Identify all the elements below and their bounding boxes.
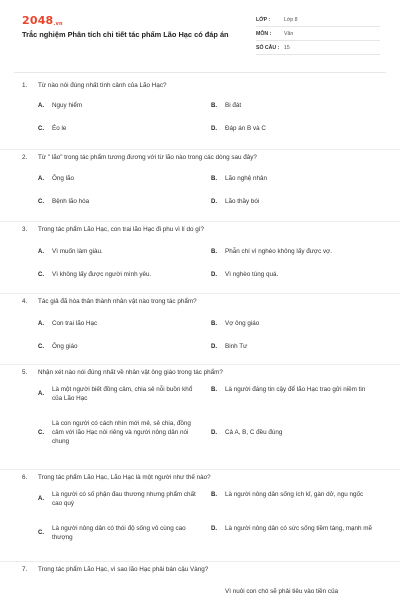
option-letter: C. (38, 530, 44, 536)
option-text: Vì nuôi con chó sẽ phải tiêu vào tiền của (225, 588, 339, 595)
option-text: Vì không lấy được người mình yêu. (52, 271, 152, 278)
option-letter: D. (211, 271, 217, 278)
option-letter: B. (211, 175, 217, 182)
meta-label: MÔN : (256, 30, 272, 37)
question-body: Trong tác phẩm Lão Hạc, Lão Hạc là một người như thế nào? (38, 474, 211, 481)
question-item (0, 294, 400, 365)
quiz-meta (256, 13, 380, 55)
page-header (0, 0, 400, 72)
option-text: Là người đáng tin cậy để lão Hạc trao gửi niềm tin (225, 386, 366, 393)
option-c[interactable] (38, 419, 203, 446)
question-number: 7. (22, 566, 28, 573)
option-d[interactable] (211, 342, 247, 351)
option-b[interactable] (211, 101, 241, 110)
question-text (22, 566, 208, 574)
option-letter: A. (38, 102, 44, 109)
question-text (22, 369, 223, 377)
option-c[interactable] (38, 342, 78, 351)
option-a[interactable] (38, 101, 82, 110)
option-letter: C. (38, 198, 44, 205)
question-item (0, 470, 400, 562)
option-c[interactable] (38, 270, 151, 279)
question-text (22, 82, 167, 90)
meta-row-subject (256, 27, 380, 41)
question-text (22, 154, 257, 162)
option-letter: A. (38, 496, 44, 502)
option-b[interactable] (211, 174, 267, 183)
option-text: Là người nông dân sống ích kỉ, gàn dở, ngu ngốc (225, 491, 364, 498)
option-d[interactable] (211, 524, 381, 533)
option-text: Bệnh lão hóa (52, 198, 90, 205)
meta-label: SỐ CÂU : (256, 44, 280, 51)
option-letter: D. (211, 525, 217, 532)
option-c[interactable] (38, 124, 66, 133)
option-letter: C. (38, 343, 44, 350)
option-a[interactable] (38, 174, 74, 183)
meta-value: Lớp 8 (284, 16, 298, 23)
question-number: 5. (22, 369, 28, 376)
option-letter: A. (38, 391, 44, 397)
option-letter: A. (38, 175, 44, 182)
option-text: Là người nông dân có thói độ sống vô cùng cao thượng (52, 525, 186, 541)
question-number: 1. (22, 82, 28, 89)
option-letter: D. (211, 198, 217, 205)
option-text: Lão nghệ nhân (225, 175, 268, 182)
option-letter: B. (211, 320, 217, 327)
option-text: Vợ ông giáo (225, 320, 260, 327)
question-number: 3. (22, 226, 28, 233)
question-number: 4. (22, 298, 28, 305)
question-item (0, 222, 400, 294)
option-letter: A. (38, 248, 44, 255)
question-item (0, 562, 400, 600)
option-text: Éo le (52, 125, 67, 132)
option-b[interactable] (211, 587, 386, 596)
option-text: Con trai lão Hạc (52, 320, 98, 327)
question-text (22, 474, 211, 482)
option-letter: C. (38, 429, 44, 436)
option-c[interactable] (38, 524, 203, 542)
brand-suffix: .vn (53, 21, 63, 27)
brand-name: 2048 (22, 14, 54, 27)
header-divider (14, 72, 386, 73)
option-text: Ông lão (52, 175, 75, 182)
option-text: Bi đát (225, 102, 242, 109)
meta-label: LỚP : (256, 16, 271, 23)
question-number: 6. (22, 474, 28, 481)
option-letter: B. (211, 491, 217, 498)
option-letter: C. (38, 271, 44, 278)
question-item (0, 150, 400, 222)
option-text: Là người có số phận đau thương nhưng phẩm chất cao quý (52, 491, 196, 507)
question-item (0, 365, 400, 470)
option-a[interactable] (38, 490, 203, 508)
question-body: Nhận xét nào nói đúng nhất về nhân vật ông giáo trong tác phẩm? (38, 369, 223, 376)
meta-value: Văn (284, 30, 294, 37)
option-letter: D. (211, 343, 217, 350)
question-text (22, 298, 197, 306)
option-text: Cả A, B, C đều đúng (225, 429, 283, 436)
option-text: Đáp án B và C (225, 125, 266, 132)
option-text: Lão thầy bói (225, 198, 260, 205)
option-b[interactable] (211, 385, 381, 394)
option-a[interactable] (38, 385, 203, 403)
option-letter: B. (211, 248, 217, 255)
option-text: Là con người có cách nhìn mới mẻ, sẻ chia, đồng cảm với lão Hạc nói riêng và người nông dân nói chung (52, 420, 191, 445)
option-d[interactable] (211, 270, 278, 279)
meta-value: 15 (284, 44, 290, 51)
option-text: Là người nông dân có sức sống tiềm tàng, mạnh mẽ (225, 525, 372, 532)
option-c[interactable] (38, 197, 89, 206)
option-letter: B. (211, 102, 217, 109)
option-text: Nguy hiểm (52, 102, 83, 109)
option-text: Là một người biết đồng cảm, chia sẻ nỗi buồn khổ của Lão Hạc (52, 386, 193, 402)
question-body: Trong tác phẩm Lão Hạc, con trai lão Hạc đi phu vì lí do gì? (38, 226, 205, 233)
option-text: Vì nghèo túng quá. (225, 271, 279, 278)
meta-row-class (256, 13, 380, 27)
option-a[interactable] (38, 319, 97, 328)
question-body: Tác giả đã hóa thân thành nhân vật nào trong tác phẩm? (38, 298, 197, 305)
option-b[interactable] (211, 319, 259, 328)
option-b[interactable] (211, 247, 332, 256)
option-letter: A. (38, 320, 44, 327)
question-list (0, 80, 400, 600)
option-letter: C. (38, 125, 44, 132)
option-text: Binh Tư (225, 343, 248, 350)
option-d[interactable] (211, 124, 266, 133)
option-letter: B. (211, 386, 217, 393)
option-letter: D. (211, 125, 217, 132)
question-body: Từ " lão" trong tác phẩm tương đương với từ lão nào trong các dòng sau đây? (38, 154, 257, 161)
option-text: Phẫn chí vì nghèo không lấy được vợ. (225, 248, 332, 255)
question-body: Trong tác phẩm Lão Hạc, vì sao lão Hạc phải bán cậu Vàng? (38, 566, 209, 573)
quiz-title: Trắc nghiệm Phân tích chi tiết tác phẩm Lão Hạc có đáp án (22, 30, 229, 39)
option-b[interactable] (211, 490, 381, 499)
option-text: Ông giáo (52, 343, 78, 350)
option-text: Vì muốn làm giàu. (52, 248, 103, 255)
question-item (0, 80, 400, 150)
question-body: Từ nào nói đúng nhất tình cảnh của Lão Hạc? (38, 82, 167, 89)
question-text (22, 226, 204, 234)
meta-row-count (256, 41, 380, 55)
option-a[interactable] (38, 247, 103, 256)
option-letter: D. (211, 429, 217, 436)
option-d[interactable] (211, 428, 282, 437)
question-number: 2. (22, 154, 28, 161)
option-d[interactable] (211, 197, 259, 206)
